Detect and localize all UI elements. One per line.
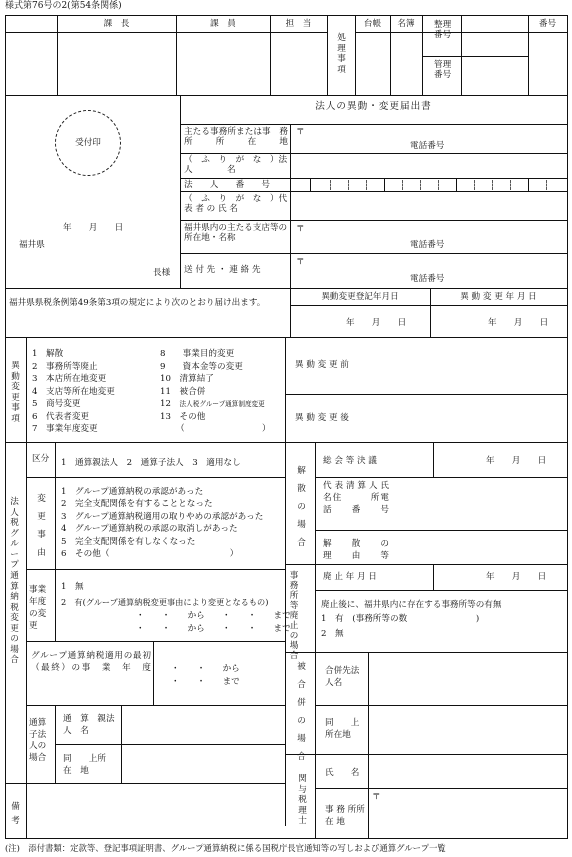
receipt-suffix: 長様: [153, 268, 171, 278]
representative-field[interactable]: [292, 193, 564, 218]
reason-3[interactable]: 3 グループ通算納税適用の取りやめの承認があった: [61, 511, 264, 522]
liquidator-label: 代表清算人氏 名住 所電 話 番 号: [323, 481, 415, 515]
registered-date-value[interactable]: 年 月 日: [346, 318, 407, 328]
first-fy-label: グループ通算納税適用の最初（最終）の事 業 年 度: [31, 651, 151, 673]
reason-2[interactable]: 2 完全支配関係を有することとなった: [61, 499, 213, 510]
merger-addr-field[interactable]: [372, 708, 565, 751]
statement-text: 福井県県税条例第49条第3項の規定により次のとおり届け出ます。: [9, 298, 266, 308]
footer-note: (注) 添付書類：定款等、登記事項証明書、グループ通算納税に係る国税庁長官通知等の写しおよび通算グループ一覧: [5, 843, 446, 853]
parent-addr-label: 同 上所 在 地: [63, 754, 115, 776]
representative-label: （ ふ り が な ）代 表 者 の 氏 名: [184, 194, 288, 215]
change-item-11[interactable]: 11 被合併: [160, 386, 206, 397]
header-kain: 課 員: [210, 19, 236, 29]
merger-side-label: 被合併の場合: [297, 662, 306, 762]
header-seiri: 整理番号: [434, 20, 452, 41]
tax-accountant-side-label: 関与税理士: [298, 774, 307, 826]
change-date-label: 異 動 変 更 年 月 日: [460, 292, 537, 302]
merger-name-field[interactable]: [372, 656, 565, 702]
fukui-branch-field[interactable]: [300, 226, 562, 250]
reason-4[interactable]: 4 グループ通算納税の承認の取消しがあった: [61, 524, 238, 535]
fy-option-2[interactable]: 2 有(グループ通算納税変更事由により変更となるもの): [61, 597, 269, 607]
closure-answer-1[interactable]: 1 有 (事務所等の数 ): [321, 614, 480, 624]
receipt-date: 年 月 日: [63, 223, 124, 233]
corp-number-field[interactable]: [292, 179, 564, 190]
tax-accountant-postal: 〒: [372, 792, 381, 802]
parent-name-label: 通 算 親法 人 名: [63, 714, 124, 736]
change-item-12[interactable]: [160, 398, 271, 411]
kubun-options[interactable]: 1 通算親法人 2 通算子法人 3 適用なし: [61, 458, 241, 468]
change-item-2[interactable]: 2 事務所等廃止: [32, 361, 98, 372]
contact-phone: 電話番号: [410, 274, 445, 284]
reason-list: [61, 486, 263, 560]
fukui-branch-label: 福井県内の主たる支店等の所在地・名称: [184, 223, 288, 244]
form-title: 法人の異動・変更届出書: [315, 101, 432, 112]
closure-date-label: 廃 止 年 月 日: [323, 572, 377, 582]
before-change-label: 異 動 変 更 前: [295, 360, 349, 370]
fy-range-1[interactable]: ・ ・ から ・ ・ まで: [136, 611, 291, 621]
header-shori: 処理事項: [337, 33, 346, 75]
closure-date-value[interactable]: 年 月 日: [486, 572, 547, 582]
first-fy-from[interactable]: ・ ・ から: [171, 664, 240, 674]
tax-accountant-name-label: 氏 名: [325, 768, 360, 778]
tax-accountant-addr-field[interactable]: [372, 792, 565, 835]
header-tanto: 担 当: [285, 19, 312, 29]
dissolution-side-label: 解散の場合: [297, 466, 306, 548]
tax-accountant-addr-label: 事 務 所所 在 地: [325, 805, 365, 827]
reason-label: 変更事由: [37, 494, 46, 558]
parent-name-field[interactable]: [124, 708, 282, 741]
header-daicho: 台帳: [363, 19, 382, 29]
office-address-label: 主たる事務所または事 務 所 所 在 地: [184, 127, 297, 148]
change-item-10[interactable]: 10 清算結了: [160, 374, 214, 384]
form-number: 様式第76号の2(第54条関係): [5, 1, 122, 11]
remarks-field[interactable]: [29, 786, 282, 835]
corp-name-field[interactable]: [292, 155, 564, 176]
office-address-field[interactable]: [300, 130, 562, 150]
change-item-13-paren[interactable]: （ ）: [176, 424, 271, 434]
registered-date-label: 異動変更登記年月日: [321, 292, 399, 302]
meeting-date[interactable]: 年 月 日: [486, 456, 547, 466]
fy-change-label: 事業年度の変更: [29, 585, 47, 631]
fukui-branch-postal: 〒: [296, 224, 305, 234]
closure-answer-2[interactable]: 2 無: [321, 629, 344, 639]
header-kacho: 課 長: [103, 19, 130, 29]
kubun-label: 区分: [32, 454, 50, 464]
receipt-pref: 福井県: [19, 240, 45, 250]
change-item-8[interactable]: 8 事業目的変更: [160, 349, 235, 359]
liquidator-field[interactable]: [395, 480, 565, 528]
receipt-stamp-label: 受付印: [75, 138, 101, 148]
dissolution-reason-field[interactable]: [395, 533, 565, 562]
dissolution-reason-label: 解 散 の理 由 等: [323, 539, 389, 561]
after-change-field[interactable]: [370, 397, 565, 440]
reason-1[interactable]: 1 グループ通算納税の承認があった: [61, 487, 204, 497]
change-items-left-list: [32, 348, 115, 436]
group-side-label: 法人税グループ通算納税変更の場合: [10, 497, 19, 666]
merger-name-label: 合併先法人名: [325, 666, 360, 688]
corp-number-label: 法 人 番 号: [184, 180, 270, 190]
fy-range-2[interactable]: ・ ・ から ・ ・ まで: [136, 624, 291, 634]
contact-field[interactable]: [300, 258, 562, 285]
change-item-12-number: 12: [160, 399, 171, 409]
change-date-value[interactable]: 年 月 日: [488, 318, 549, 328]
corp-name-label: （ ふ り が な ）法 人 名: [184, 155, 305, 176]
merger-addr-label: 同 上所在地: [325, 718, 360, 740]
before-change-field[interactable]: [370, 340, 565, 392]
remarks-label: 備考: [11, 802, 20, 826]
change-item-4[interactable]: 4 支店等所在地変更: [32, 386, 115, 397]
change-item-3[interactable]: 3 本店所在地変更: [32, 374, 107, 384]
header-meibo: 名簿: [397, 19, 415, 29]
contact-label: 送 付 先 ・ 連 絡 先: [184, 265, 261, 275]
fy-option-1[interactable]: 1 無: [61, 582, 84, 592]
header-kanri: 管理番号: [434, 60, 452, 81]
change-item-9[interactable]: 9 資本金等の変更: [160, 361, 243, 372]
change-items-right-list: [160, 348, 271, 436]
change-item-7[interactable]: 7 事業年度変更: [32, 424, 98, 434]
change-item-13[interactable]: 13 その他: [160, 411, 206, 422]
contact-postal: 〒: [296, 257, 305, 267]
after-change-label: 異 動 変 更 後: [295, 413, 349, 423]
office-postal-mark: 〒: [296, 127, 305, 137]
change-item-6[interactable]: 6 代表者変更: [32, 411, 90, 422]
change-items-side-label: 異動変更事項: [11, 361, 20, 424]
fukui-branch-phone: 電話番号: [410, 240, 445, 250]
parent-addr-field[interactable]: [124, 747, 282, 780]
office-phone-label: 電話番号: [410, 141, 445, 151]
reason-6[interactable]: 6 その他（ ）: [61, 549, 239, 560]
header-bango: 番号: [538, 19, 557, 29]
change-item-1[interactable]: 1 解散: [32, 349, 64, 359]
meeting-label: 総 会 等 決 議: [323, 456, 377, 466]
first-fy-to[interactable]: ・ ・ まで: [171, 677, 240, 687]
tax-accountant-name-field[interactable]: [372, 757, 565, 786]
change-item-5[interactable]: 5 商号変更: [32, 399, 81, 409]
reason-5[interactable]: 5 完全支配関係を有しなくなった: [61, 536, 196, 547]
closure-side-label: 事務所等廃止の場合: [289, 571, 299, 661]
change-item-12-text: 法人税グループ通算制度変更: [179, 400, 265, 408]
closure-question: 廃止後に、福井県内に存在する事務所等の有無: [321, 600, 502, 610]
child-corp-label: 通算子法人の場合: [29, 718, 47, 763]
